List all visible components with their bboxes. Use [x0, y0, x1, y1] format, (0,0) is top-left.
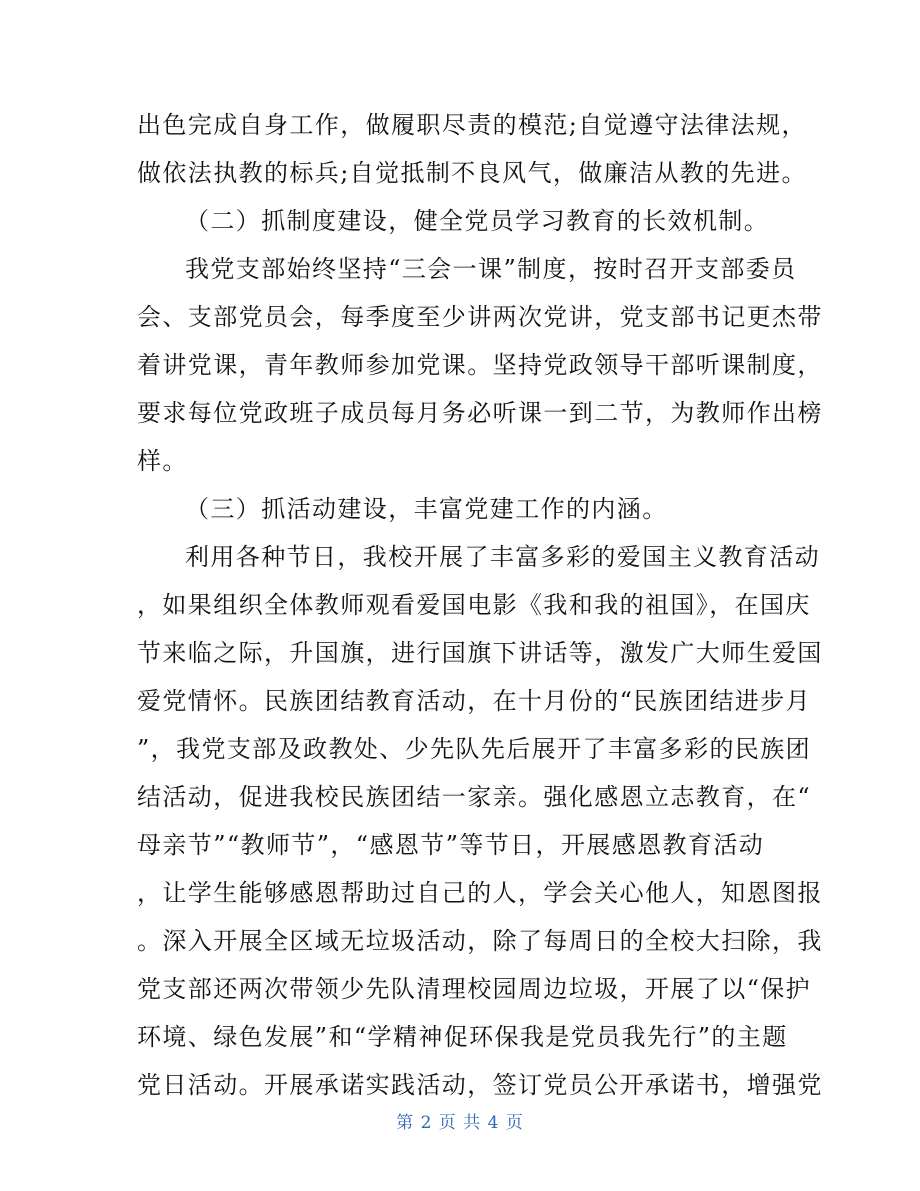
- text-line: 党日活动。开展承诺实践活动，签订党员公开承诺书，增强党: [137, 1071, 823, 1099]
- text-line: 党支部还两次带领少先队清理校园周边垃圾，开展了以“保护: [137, 975, 812, 1003]
- text-line: 节来临之际，升国旗，进行国旗下讲话等，激发广大师生爱国: [137, 639, 823, 667]
- text-line: 。深入开展全区域无垃圾活动，除了每周日的全校大扫除，我: [137, 927, 823, 955]
- page-number-footer: [0, 1110, 920, 1136]
- paragraph-start: 利用各种节日，我校开展了丰富多彩的爱国主义教育活动: [185, 543, 820, 571]
- text-line: 要求每位党政班子成员每月务必听课一到二节，为教师作出榜: [137, 399, 823, 427]
- footer-suffix: 页: [505, 1113, 524, 1133]
- text-line: 母亲节”“教师节”，“感恩节”等节日，开展感恩教育活动: [137, 831, 765, 859]
- text-line: 会、支部党员会，每季度至少讲两次党讲，党支部书记更杰带: [137, 303, 823, 331]
- section-heading: （二）抓制度建设，健全党员学习教育的长效机制。: [185, 207, 770, 235]
- text-line: ，让学生能够感恩帮助过自己的人，学会关心他人，知恩图报: [137, 879, 823, 907]
- text-line: 做依法执教的标兵;自觉抵制不良风气，做廉洁从教的先进。: [137, 159, 807, 187]
- text-line: 环境、绿色发展”和“学精神促环保我是党员我先行”的主题: [137, 1023, 788, 1051]
- text-line: 样。: [137, 447, 188, 475]
- footer-prefix: 第: [396, 1113, 415, 1133]
- text-line: ，如果组织全体教师观看爱国电影《我和我的祖国》，在国庆: [137, 591, 811, 619]
- footer-middle: 页 共: [438, 1113, 482, 1133]
- text-line: 着讲党课，青年教师参加党课。坚持党政领导干部听课制度，: [137, 351, 823, 379]
- total-pages-number: 4: [487, 1113, 500, 1133]
- text-line: ”，我党支部及政教处、少先队先后展开了丰富多彩的民族团: [137, 735, 812, 763]
- text-line: 结活动，促进我校民族团结一家亲。强化感恩立志教育，在“: [137, 783, 812, 811]
- paragraph-start: 我党支部始终坚持“三会一课”制度，按时召开支部委员: [185, 255, 797, 283]
- text-line: 爱党情怀。民族团结教育活动，在十月份的“民族团结进步月: [137, 687, 812, 715]
- section-heading: （三）抓活动建设，丰富党建工作的内涵。: [185, 495, 668, 523]
- text-line: 出色完成自身工作，做履职尽责的模范;自觉遵守法律法规，: [137, 111, 807, 139]
- current-page-number: 2: [420, 1113, 433, 1133]
